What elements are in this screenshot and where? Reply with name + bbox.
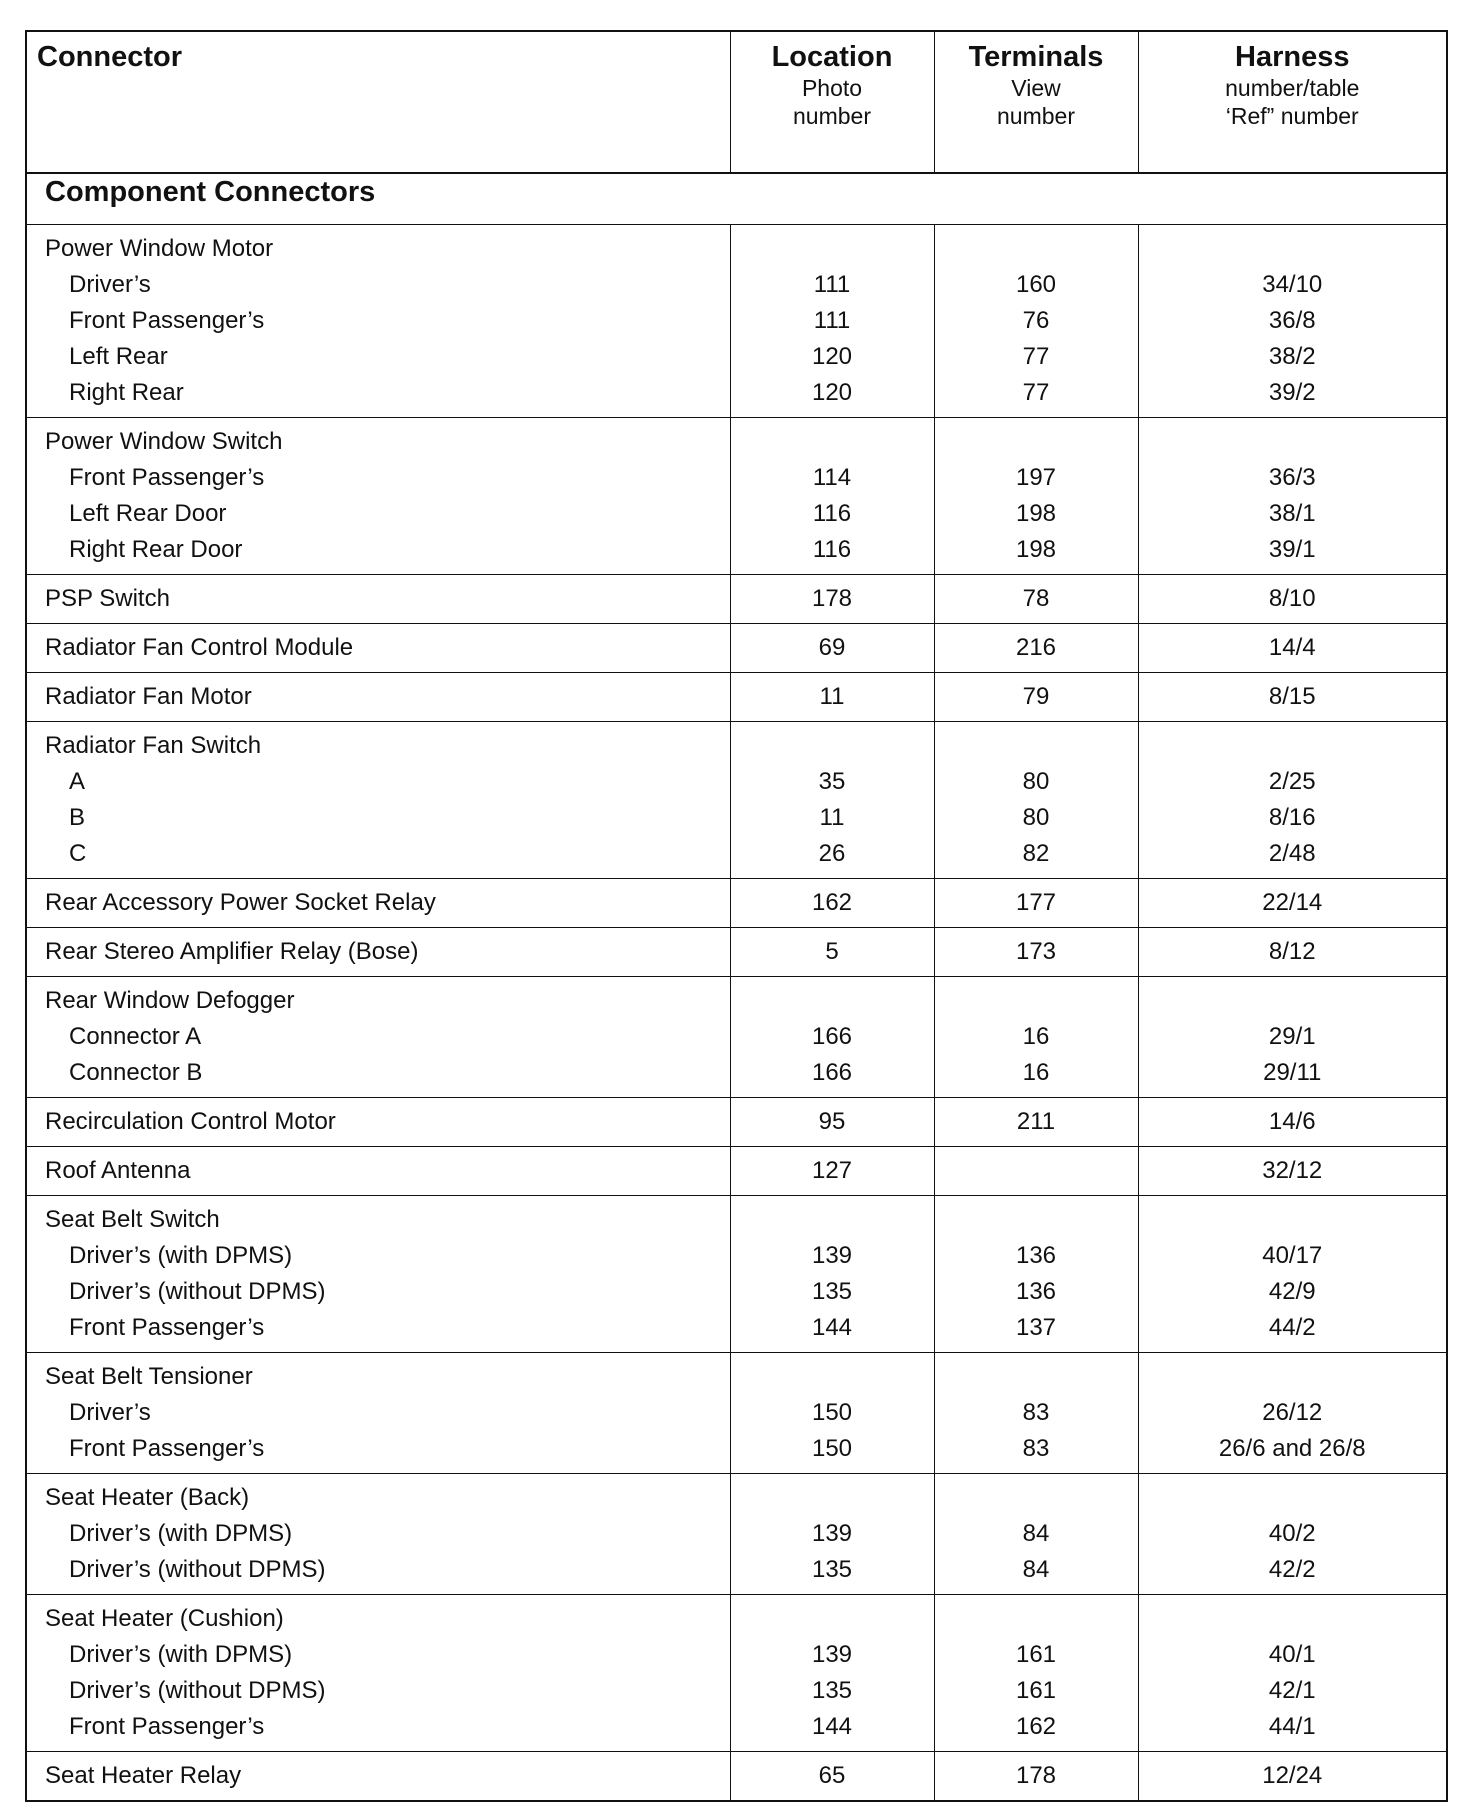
terminals-cell	[934, 1353, 1138, 1396]
group-heading-row	[26, 225, 1447, 268]
location-cell: 135	[730, 1274, 934, 1310]
table-row	[26, 1147, 1447, 1196]
terminals-cell: 177	[934, 879, 1138, 928]
sub-connector-name: A	[26, 764, 730, 800]
sub-connector-name: Front Passenger’s	[26, 1709, 730, 1752]
terminals-cell: 83	[934, 1395, 1138, 1431]
location-cell: 162	[730, 879, 934, 928]
table-row	[26, 460, 1447, 496]
sub-connector-name: Front Passenger’s	[26, 460, 730, 496]
terminals-cell	[934, 418, 1138, 461]
location-cell: 150	[730, 1431, 934, 1474]
harness-cell	[1138, 722, 1447, 765]
location-cell	[730, 1474, 934, 1517]
connector-name: Radiator Fan Control Module	[26, 624, 730, 673]
sub-connector-name: Driver’s (without DPMS)	[26, 1552, 730, 1595]
harness-cell	[1138, 1353, 1447, 1396]
location-cell: 139	[730, 1516, 934, 1552]
terminals-cell: 76	[934, 303, 1138, 339]
terminals-cell: 82	[934, 836, 1138, 879]
harness-cell: 12/24	[1138, 1752, 1447, 1802]
location-cell	[730, 418, 934, 461]
group-heading-row	[26, 1595, 1447, 1638]
location-cell: 135	[730, 1552, 934, 1595]
header-terminals: Terminals View number	[934, 31, 1138, 173]
location-cell: 26	[730, 836, 934, 879]
connector-name: PSP Switch	[26, 575, 730, 624]
header-location: Location Photo number	[730, 31, 934, 173]
table-row	[26, 1709, 1447, 1752]
harness-cell: 14/4	[1138, 624, 1447, 673]
location-cell: 65	[730, 1752, 934, 1802]
terminals-cell	[934, 1595, 1138, 1638]
location-cell: 5	[730, 928, 934, 977]
harness-cell	[1138, 418, 1447, 461]
location-cell	[730, 225, 934, 268]
header-harness: Harness number/table ‘Ref” number	[1138, 31, 1447, 173]
connector-name: Rear Stereo Amplifier Relay (Bose)	[26, 928, 730, 977]
terminals-cell: 198	[934, 532, 1138, 575]
connector-name: Radiator Fan Switch	[26, 722, 730, 765]
connector-name: Seat Heater (Back)	[26, 1474, 730, 1517]
table-row	[26, 1395, 1447, 1431]
group-heading-row	[26, 1353, 1447, 1396]
sub-connector-name: Driver’s	[26, 267, 730, 303]
location-cell: 116	[730, 496, 934, 532]
group-heading-row	[26, 418, 1447, 461]
location-cell	[730, 977, 934, 1020]
connector-group	[26, 977, 1447, 1098]
terminals-cell: 216	[934, 624, 1138, 673]
connector-group	[26, 225, 1447, 418]
harness-cell: 2/48	[1138, 836, 1447, 879]
connector-group	[26, 673, 1447, 722]
harness-cell	[1138, 225, 1447, 268]
table-row	[26, 1431, 1447, 1474]
harness-cell: 8/16	[1138, 800, 1447, 836]
harness-cell: 40/17	[1138, 1238, 1447, 1274]
connector-group	[26, 575, 1447, 624]
table-row	[26, 575, 1447, 624]
harness-cell: 8/10	[1138, 575, 1447, 624]
location-cell: 166	[730, 1019, 934, 1055]
group-heading-row	[26, 1196, 1447, 1239]
location-cell: 139	[730, 1637, 934, 1673]
sub-connector-name: Driver’s	[26, 1395, 730, 1431]
harness-cell: 29/1	[1138, 1019, 1447, 1055]
terminals-cell	[934, 722, 1138, 765]
location-cell: 95	[730, 1098, 934, 1147]
terminals-cell: 173	[934, 928, 1138, 977]
table-row	[26, 764, 1447, 800]
harness-cell: 14/6	[1138, 1098, 1447, 1147]
connector-group	[26, 1196, 1447, 1353]
terminals-cell: 80	[934, 800, 1138, 836]
harness-cell: 38/1	[1138, 496, 1447, 532]
harness-cell: 32/12	[1138, 1147, 1447, 1196]
connector-group	[26, 879, 1447, 928]
connector-name: Power Window Motor	[26, 225, 730, 268]
location-cell: 114	[730, 460, 934, 496]
harness-cell: 38/2	[1138, 339, 1447, 375]
table-row	[26, 1637, 1447, 1673]
terminals-cell: 80	[934, 764, 1138, 800]
terminals-cell: 84	[934, 1552, 1138, 1595]
group-heading-row	[26, 977, 1447, 1020]
location-cell: 178	[730, 575, 934, 624]
sub-connector-name: Driver’s (without DPMS)	[26, 1274, 730, 1310]
table-row	[26, 532, 1447, 575]
sub-connector-name: C	[26, 836, 730, 879]
section-row	[26, 173, 1447, 225]
harness-cell: 26/6 and 26/8	[1138, 1431, 1447, 1474]
location-cell: 127	[730, 1147, 934, 1196]
group-heading-row	[26, 1474, 1447, 1517]
group-heading-row	[26, 722, 1447, 765]
table-row	[26, 879, 1447, 928]
terminals-cell: 137	[934, 1310, 1138, 1353]
harness-cell: 22/14	[1138, 879, 1447, 928]
harness-cell: 44/2	[1138, 1310, 1447, 1353]
harness-cell: 8/12	[1138, 928, 1447, 977]
table-row	[26, 1310, 1447, 1353]
location-cell: 120	[730, 339, 934, 375]
harness-cell	[1138, 1595, 1447, 1638]
sub-connector-name: Driver’s (without DPMS)	[26, 1673, 730, 1709]
harness-cell	[1138, 1196, 1447, 1239]
terminals-cell: 178	[934, 1752, 1138, 1802]
terminals-cell: 161	[934, 1673, 1138, 1709]
harness-cell: 8/15	[1138, 673, 1447, 722]
harness-cell: 42/1	[1138, 1673, 1447, 1709]
terminals-cell: 16	[934, 1019, 1138, 1055]
table-row	[26, 267, 1447, 303]
location-cell: 139	[730, 1238, 934, 1274]
location-cell: 150	[730, 1395, 934, 1431]
terminals-cell: 77	[934, 339, 1138, 375]
connector-group	[26, 1595, 1447, 1752]
table-row	[26, 673, 1447, 722]
harness-cell: 36/8	[1138, 303, 1447, 339]
terminals-cell: 161	[934, 1637, 1138, 1673]
terminals-cell	[934, 1147, 1138, 1196]
sub-connector-name: Left Rear Door	[26, 496, 730, 532]
table-row	[26, 1098, 1447, 1147]
location-cell: 135	[730, 1673, 934, 1709]
sub-connector-name: Right Rear	[26, 375, 730, 418]
harness-cell: 40/1	[1138, 1637, 1447, 1673]
terminals-cell	[934, 225, 1138, 268]
table-row	[26, 1238, 1447, 1274]
location-cell: 35	[730, 764, 934, 800]
sub-connector-name: Driver’s (with DPMS)	[26, 1238, 730, 1274]
location-cell	[730, 1595, 934, 1638]
table-row	[26, 1752, 1447, 1802]
harness-cell: 26/12	[1138, 1395, 1447, 1431]
location-cell: 111	[730, 303, 934, 339]
connector-group	[26, 624, 1447, 673]
connector-name: Roof Antenna	[26, 1147, 730, 1196]
terminals-cell: 78	[934, 575, 1138, 624]
sub-connector-name: Connector A	[26, 1019, 730, 1055]
connector-group	[26, 1353, 1447, 1474]
location-cell: 144	[730, 1709, 934, 1752]
terminals-cell: 77	[934, 375, 1138, 418]
location-cell: 116	[730, 532, 934, 575]
location-cell: 166	[730, 1055, 934, 1098]
table-row	[26, 1673, 1447, 1709]
table-row	[26, 1019, 1447, 1055]
harness-cell: 42/9	[1138, 1274, 1447, 1310]
connector-group	[26, 1474, 1447, 1595]
table-header	[26, 31, 1447, 173]
terminals-cell: 83	[934, 1431, 1138, 1474]
location-cell	[730, 722, 934, 765]
table-row	[26, 928, 1447, 977]
terminals-cell: 211	[934, 1098, 1138, 1147]
terminals-cell: 136	[934, 1274, 1138, 1310]
harness-cell: 29/11	[1138, 1055, 1447, 1098]
terminals-cell	[934, 977, 1138, 1020]
table-row	[26, 1055, 1447, 1098]
connector-table	[25, 30, 1448, 1802]
connector-name: Rear Window Defogger	[26, 977, 730, 1020]
harness-cell: 42/2	[1138, 1552, 1447, 1595]
location-cell: 111	[730, 267, 934, 303]
terminals-cell: 160	[934, 267, 1138, 303]
terminals-cell	[934, 1474, 1138, 1517]
location-cell: 144	[730, 1310, 934, 1353]
sub-connector-name: Driver’s (with DPMS)	[26, 1637, 730, 1673]
connector-name: Seat Heater (Cushion)	[26, 1595, 730, 1638]
location-cell: 11	[730, 800, 934, 836]
table-row	[26, 303, 1447, 339]
terminals-cell	[934, 1196, 1138, 1239]
harness-cell: 36/3	[1138, 460, 1447, 496]
terminals-cell: 198	[934, 496, 1138, 532]
harness-cell: 39/1	[1138, 532, 1447, 575]
header-connector: Connector	[26, 31, 730, 173]
harness-cell: 39/2	[1138, 375, 1447, 418]
harness-cell: 40/2	[1138, 1516, 1447, 1552]
terminals-cell: 136	[934, 1238, 1138, 1274]
sub-connector-name: Driver’s (with DPMS)	[26, 1516, 730, 1552]
sub-connector-name: Front Passenger’s	[26, 303, 730, 339]
connector-group	[26, 418, 1447, 575]
location-cell: 120	[730, 375, 934, 418]
terminals-cell: 84	[934, 1516, 1138, 1552]
table-row	[26, 375, 1447, 418]
sub-connector-name: Front Passenger’s	[26, 1310, 730, 1353]
connector-name: Recirculation Control Motor	[26, 1098, 730, 1147]
connector-name: Seat Heater Relay	[26, 1752, 730, 1802]
table-row	[26, 1552, 1447, 1595]
sub-connector-name: Left Rear	[26, 339, 730, 375]
harness-cell	[1138, 1474, 1447, 1517]
table-row	[26, 496, 1447, 532]
harness-cell: 34/10	[1138, 267, 1447, 303]
table-row	[26, 339, 1447, 375]
location-cell: 69	[730, 624, 934, 673]
table-row	[26, 800, 1447, 836]
table-row	[26, 836, 1447, 879]
location-cell	[730, 1196, 934, 1239]
table-row	[26, 1516, 1447, 1552]
connector-name: Seat Belt Switch	[26, 1196, 730, 1239]
sub-connector-name: Right Rear Door	[26, 532, 730, 575]
connector-group	[26, 1098, 1447, 1147]
table-row	[26, 1274, 1447, 1310]
section-title: Component Connectors	[26, 173, 1447, 225]
location-cell: 11	[730, 673, 934, 722]
harness-cell: 44/1	[1138, 1709, 1447, 1752]
sub-connector-name: B	[26, 800, 730, 836]
sub-connector-name: Front Passenger’s	[26, 1431, 730, 1474]
terminals-cell: 162	[934, 1709, 1138, 1752]
connector-name: Radiator Fan Motor	[26, 673, 730, 722]
connector-name: Seat Belt Tensioner	[26, 1353, 730, 1396]
connector-group	[26, 1752, 1447, 1802]
connector-group	[26, 722, 1447, 879]
harness-cell	[1138, 977, 1447, 1020]
sub-connector-name: Connector B	[26, 1055, 730, 1098]
connector-group	[26, 1147, 1447, 1196]
table-row	[26, 624, 1447, 673]
location-cell	[730, 1353, 934, 1396]
terminals-cell: 16	[934, 1055, 1138, 1098]
harness-cell: 2/25	[1138, 764, 1447, 800]
connector-group	[26, 928, 1447, 977]
connector-name: Power Window Switch	[26, 418, 730, 461]
terminals-cell: 197	[934, 460, 1138, 496]
terminals-cell: 79	[934, 673, 1138, 722]
connector-name: Rear Accessory Power Socket Relay	[26, 879, 730, 928]
